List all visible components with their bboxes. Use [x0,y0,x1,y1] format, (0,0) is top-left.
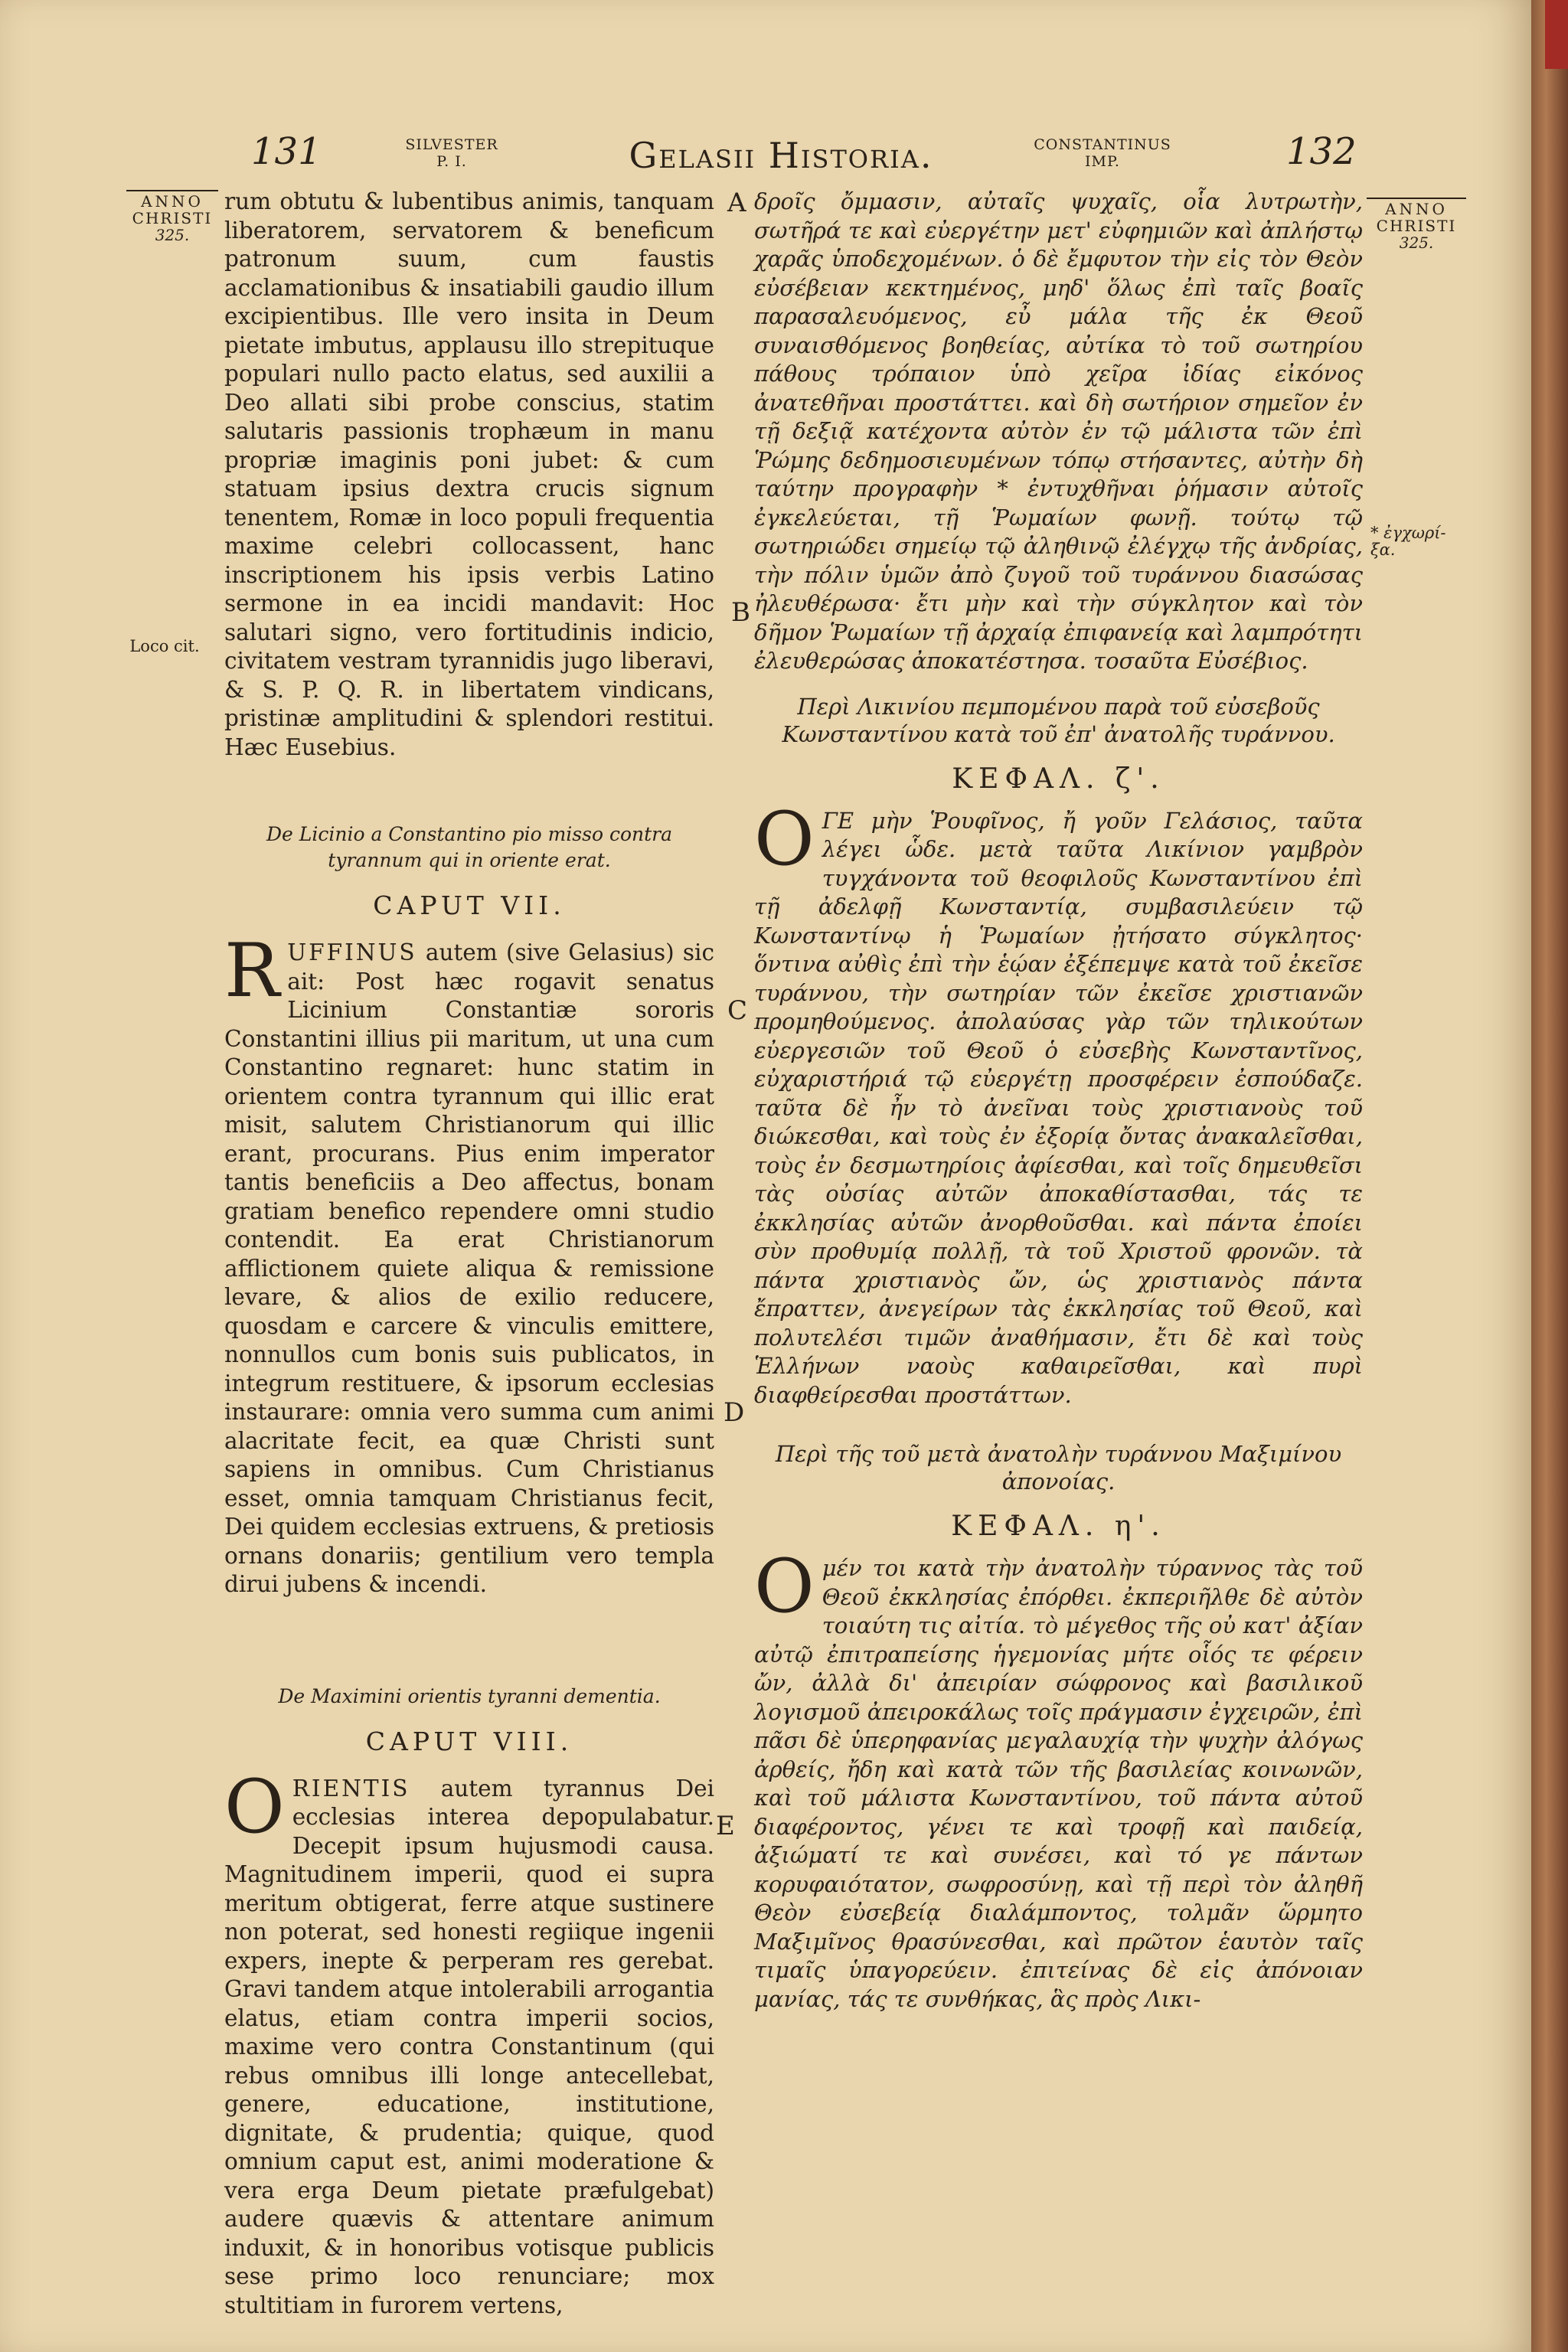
right-margin-anno [1367,198,1466,251]
latin-chapter8-heading: CAPUT VIII. [365,1726,573,1756]
year-label: 325. [155,226,190,244]
drop-cap: R [224,928,280,1014]
section-letter-c: C [727,995,748,1026]
greek-chapter7-summary: Περὶ Λικινίου πεμπομένου παρὰ τοῦ εὐσεβοῦς Κωνσταντίνου κατὰ τοῦ ἐπ' ἀνατολῆς τυράννου. [782,693,1335,747]
latin-chapter8-paragraph [224,1763,714,2321]
greek-chapter8-heading: ΚΕΦΑΛ. η'. [951,1511,1166,1542]
latin-intro-paragraph: rum obtutu & lubentibus animis, tanquam liberatorem, servatorem & beneficum patronum suum, cum faustis acclamationibus & insatiabili gaudio illum excipientibus. Ille vero insita in Deum pietate imbutus, applausu illo strepituque populari nullo pacto elatus, sed auxilii a Deo allati sibi probe conscius, statim salutaris passionis trophæum in manu propriæ imaginis poni jubet: & cum statuam ipsius dextra crucis signum tenentem, Romæ in loco populi frequentia maxime celebri collocassent, hanc inscriptionem his ipsis verbis Latino sermone in ea incidi mandavit: Hoc salutari signo, vero fortitudinis indicio, civitatem vestram tyrannidis jugo liberavi, & S. P. Q. R. in libertatem vindicans, pristinæ amplitudini & splendori restitui. Hæc Eusebius. [224,188,714,760]
paragraph-text: ΓΕ μὴν Ῥουφῖνος, ἤ γοῦν Γελάσιος, ταῦτα λέγει ὧδε. μετὰ ταῦτα Λικίνιον γαμβρὸν τυγχάνοντα τοῦ θεοφιλοῦς Κωνσταντίνου ἐπὶ τῇ ἀδελφῇ Κωνσταντίᾳ, συμβασιλεύειν τῷ Κωνσταντίνῳ ἡ Ῥωμαίων ᾐτήσατο σύγκλητος· ὅντινα αὐθὶς ἐπὶ τὴν ἑῴαν ἐξέπεμψε κατὰ τοῦ ἐκεῖσε τυράννου, τὴν σωτηρίαν τῶν ἐκεῖσε χριστιανῶν προμηθούμενος. ἀπολαύσας γὰρ τῶν τηλικούτων εὐεργεσιῶν τοῦ Θεοῦ ὁ εὐσεβὴς Κωνσταντῖνος, εὐχαριστήριά τῷ εὐεργέτῃ προσφέρειν ἐσπούδαζε. ταῦτα δὲ ἦν τὸ ἀνεῖναι τοὺς χριστιανοὺς τοῦ διώκεσθαι, καὶ τοὺς ἐν ἐξορίᾳ ὄντας ἀνακαλεῖσθαι, τοὺς ἐν δεσμωτηρίοις ἀφίεσθαι, καὶ τοῖς δημευθεῖσι τὰς οὐσίας αὐτῶν ἀποκαθίστασθαι, τάς τε ἐκκλησίας αὐτῶν ἀνορθοῦσθαι. καὶ πάντα ἐποίει σὺν προθυμίᾳ πολλῇ, τὰ τοῦ Χριστοῦ φρονῶν. τὰ πάντα χριστιανὸς ὤν, ὡς χριστιανὸς πάντα ἔπραττεν, ἀνεγείρων τὰς ἐκκλησίας τοῦ Θεοῦ, καὶ πολυτελέσι τιμῶν ἀναθήμασιν, ἔτι δὲ καὶ τοὺς Ἑλλήνων ναοὺς καθαιρεῖσθαι, καὶ πυρὶ διαφθείρεσθαι προστάττων. [754,807,1363,1408]
left-page-number: 131 [251,130,322,173]
left-margin-anno [126,190,218,243]
paragraph-text: autem (sive Gelasius) sic ait: Post hæc rogavit senatus Licinium Constantiæ sororis Constantini illius pii maritum, ut una cum Constantino regnaret: hunc statim in orientem contra tyrannum qui illic erat misit, salutem Christianorum qui illic erant, procurans. Pius enim imperator tantis beneficiis a Deo affectus, bonam gratiam benefico rependere omni studio contendit. Ea erat Christianorum afflictionem quiete aliqua & remissione levare, & alios de exilio reducere, quosdam e carcere & vinculis emittere, nonnullos cum bonis suis publicatos, in integrum restituere, & ipsorum ecclesias instaurare: omnia vero summa cum animi alacritate fecit, ea quæ Christi sunt sapiens in omnibus. Cum Christianus esset, omnia tamquam Christianus fecit, Dei quidem ecclesias extruens, & pretiosis ornans donariis; gentilium vero templa dirui jubens & incendi. [224,939,714,1597]
page-title: Gelasii Historia. [629,135,933,176]
greek-margin-note: * ἐγχωρί-ξα. [1370,524,1446,559]
latin-chapter7-paragraph [224,928,714,1599]
opening-word: RIENTIS [292,1775,410,1802]
greek-chapter7-heading: ΚΕΦΑΛ. ζ'. [952,763,1165,795]
right-page-number: 132 [1286,130,1357,173]
christi-label: CHRISTI [1376,217,1457,235]
latin-chapter8-summary: De Maximini orientis tyranni dementia. [278,1684,661,1707]
section-letter-a: A [727,188,746,218]
drop-cap: Ο [754,1544,815,1629]
paragraph-text: autem tyrannus Dei ecclesias interea depopulabatur. Decepit ipsum hujusmodi causa. Magnitudinem imperii, quod ei supra meritum obtigerat, ferre atque sustinere non poterat, sed honesti regiique ingenii expers, inepte & perperam res gerebat. Gravi tandem atque intolerabili arrogantia elatus, etiam contra imperii socios, maxime vero contra Constantinum (qui rebus omnibus illi longe antecellebat, genere, educatione, institutione, dignitate, & prudentia; quique, quod omnium caput est, animi moderatione & vera erga Deum pietate præfulgebat) audere quævis & attentare animum induxit, & in honoribus votisque publicis sese primo loco renunciare; mox stultitiam in furorem vertens, [224,1775,714,2318]
christi-label: CHRISTI [132,209,213,227]
greek-chapter8-paragraph [754,1544,1363,2014]
section-letter-d: D [724,1397,745,1428]
left-running-head [383,136,521,170]
section-letter-b: B [731,597,750,628]
right-running-head-line1: CONSTANTINUS [1034,136,1171,153]
drop-cap: O [224,1763,285,1850]
section-letter-e: E [716,1811,735,1841]
right-running-head-line2: IMP. [1085,153,1120,170]
greek-column [754,188,1363,2014]
book-edge [1531,0,1568,2352]
latin-chapter7-heading: CAPUT VII. [373,890,566,920]
latin-chapter7-summary: De Licinio a Constantino pio misso contra tyrannum qui in oriente erat. [266,823,673,871]
paragraph-text: μέν τοι κατὰ τὴν ἀνατολὴν τύραννος τὰς τοῦ Θεοῦ ἐκκλησίας ἐπόρθει. ἐκπεριῆλθε δὲ αὐτὸν τοιαύτη τις αἰτία. τὸ μέγεθος τῆς οὐ κατ' ἀξίαν αὐτῷ ἐπιτραπείσης ἡγεμονίας μήτε οἷός τε φέρειν ὤν, ἀλλὰ δι' ἀπειρίαν σώφρονος καὶ βασιλικοῦ λογισμοῦ ἀπειροκάλως τοῖς πράγμασιν ἐγχειρῶν, ἐπὶ πᾶσι δὲ ὑπερηφανίας μεγαλαυχίᾳ τὴν ψυχὴν ἀλόγως ἀρθείς, ἤδη καὶ κατὰ τῶν τῆς βασιλείας κοινωνῶν, καὶ τοῦ μάλιστα Κωνσταντίνου, τοῦ πάντα αὐτοῦ διαφέροντος, γένει τε καὶ τροφῇ καὶ παιδείᾳ, ἀξιώματί τε καὶ συνέσει, καὶ τό γε πάντων κορυφαιότατον, σωφροσύνῃ, καὶ τῇ περὶ τὸν ἀληθῆ Θεὸν εὐσεβείᾳ διαλάμποντος, τολμᾶν ὥρμητο Μαξιμῖνος θρασύνεσθαι, καὶ πρῶτον ἑαυτὸν ταῖς τιμαῖς ὑπαγορεύειν. ἐπιτείνας δὲ εἰς ἀπόνοιαν μανίας, τάς τε συνθήκας, ἃς πρὸς Λικι- [754,1555,1363,2012]
greek-chapter7-paragraph [754,795,1363,1410]
running-header [0,130,1531,191]
greek-intro-paragraph: δροῖς ὄμμασιν, αὐταῖς ψυχαῖς, οἷα λυτρωτὴν, σωτῆρά τε καὶ εὐεργέτην μετ' εὐφημιῶν καὶ ἀπλήστῳ χαρᾶς ὑποδεχομένων. ὁ δὲ ἔμφυτον τὴν εἰς τὸν Θεὸν εὐσέβειαν κεκτημένος, μηδ' ὅλως ἐπὶ ταῖς βοαῖς παρασαλευόμενος, εὖ μάλα τῆς ἐκ Θεοῦ συναισθόμενος βοηθείας, αὐτίκα τὸ τοῦ σωτηρίου πάθους τρόπαιον ὑπὸ χεῖρα ἰδίας εἰκόνος ἀνατεθῆναι προστάττει. καὶ δὴ σωτήριον σημεῖον ἐν τῇ δεξιᾷ κατέχοντα αὐτὸν ἐν τῷ μάλιστα τῶν ἐπὶ Ῥώμης δεδημοσιευμένων τόπῳ στήσαντες, αὐτὴν δὴ ταύτην προγραφὴν * ἐντυχθῆναι ῥήμασιν αὐτοῖς ἐγκελεύεται, τῇ Ῥωμαίων φωνῇ. τούτῳ τῷ σωτηριώδει σημείῳ τῷ ἀληθινῷ ἐλέγχῳ τῆς ἀνδρίας, τὴν πόλιν ὑμῶν ἀπὸ ζυγοῦ τοῦ τυράννου διασώσας ἠλευθέρωσα· ἔτι μὴν καὶ τὴν σύγκλητον καὶ τὸν δῆμον Ῥωμαίων τῇ ἀρχαίᾳ ἐπιφανείᾳ καὶ λαμπρότητι ἐλευθερώσας ἀποκατέστησα. τοσαῦτα Εὐσέβιος. [754,188,1363,674]
loco-cit-note: Loco cit. [129,637,200,655]
year-label: 325. [1399,234,1434,252]
left-running-head-line2: P. I. [436,153,467,170]
anno-label: ANNO [126,190,218,210]
right-running-head [1011,136,1194,170]
opening-word: UFFINUS [287,939,417,965]
left-running-head-line1: SILVESTER [405,136,498,153]
greek-chapter8-summary: Περὶ τῆς τοῦ μετὰ ἀνατολὴν τυράννου Μαξιμίνου ἀπονοίας. [775,1441,1342,1494]
anno-label: ANNO [1367,198,1466,217]
latin-column [224,188,714,2320]
drop-cap: Ο [754,795,815,882]
